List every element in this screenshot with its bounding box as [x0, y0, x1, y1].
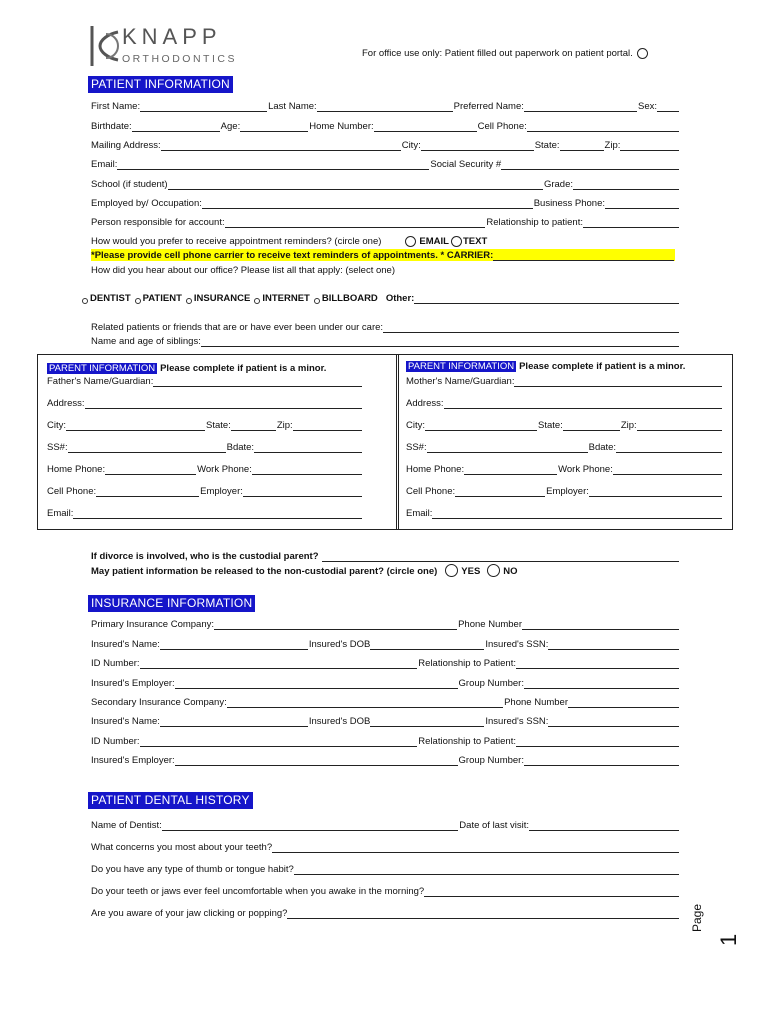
- secondary-insured-dob-label: Insured's DOB: [308, 716, 371, 727]
- state-field[interactable]: [560, 140, 604, 151]
- employed-label: Employed by/ Occupation:: [91, 198, 202, 209]
- source-billboard-label: BILLBOARD: [321, 293, 378, 304]
- mailing-address-field[interactable]: [161, 140, 401, 151]
- mother-email-field[interactable]: [432, 508, 722, 519]
- home-number-label: Home Number:: [309, 121, 374, 132]
- father-bdate-label: Bdate:: [226, 442, 255, 453]
- zip-label: Zip:: [604, 140, 621, 151]
- source-internet-radio[interactable]: [254, 298, 260, 304]
- office-use-radio[interactable]: [637, 48, 648, 59]
- father-cell-row: [47, 485, 363, 497]
- school-label: School (if student): [91, 179, 168, 190]
- first-name-field[interactable]: [140, 101, 267, 112]
- father-employer-label: Employer:: [200, 486, 243, 497]
- mother-state-label: State:: [538, 420, 563, 431]
- father-name-label: Father's Name/Guardian:: [47, 376, 154, 387]
- father-address-label: Address:: [47, 398, 85, 409]
- siblings-label: Name and age of siblings:: [91, 336, 201, 347]
- mother-city-row: [406, 419, 723, 431]
- reminder-email-radio[interactable]: [405, 236, 416, 247]
- father-work-phone-field[interactable]: [252, 464, 362, 475]
- primary-relationship-label: Relationship to Patient:: [418, 658, 516, 669]
- state-label: State:: [534, 140, 560, 151]
- secondary-insured-ssn-label: Insured's SSN:: [485, 716, 549, 727]
- ssn-label: Social Security #: [430, 159, 502, 170]
- birthdate-field[interactable]: [132, 121, 220, 132]
- concerns-field[interactable]: [272, 842, 679, 853]
- release-row: [91, 565, 518, 577]
- father-ss-field[interactable]: [68, 442, 226, 453]
- mother-cell-row: [406, 485, 723, 497]
- concerns-row: [91, 841, 680, 853]
- last-name-field[interactable]: [317, 101, 453, 112]
- relationship-field[interactable]: [583, 217, 679, 228]
- mother-name-label: Mother's Name/Guardian:: [406, 376, 515, 387]
- divorce-question: If divorce is involved, who is the custodial parent?: [91, 551, 319, 562]
- source-insurance-label: INSURANCE: [193, 293, 251, 304]
- home-number-field[interactable]: [374, 121, 477, 132]
- source-dentist-label: DENTIST: [90, 293, 131, 304]
- related-row: [91, 321, 680, 333]
- father-zip-label: Zip:: [276, 420, 293, 431]
- primary-insured-name-field[interactable]: [160, 639, 308, 650]
- birthdate-row: [91, 120, 680, 132]
- secondary-company-row: [91, 696, 680, 708]
- father-name-field[interactable]: [153, 376, 362, 387]
- father-home-phone-label: Home Phone:: [47, 464, 106, 475]
- mother-state-field[interactable]: [563, 420, 620, 431]
- source-other-field[interactable]: [414, 293, 679, 304]
- source-internet-label: INTERNET: [262, 293, 310, 304]
- primary-group-field[interactable]: [524, 678, 679, 689]
- primary-insured-row: [91, 638, 680, 650]
- clicking-label: Are you aware of your jaw clicking or popping?: [91, 908, 288, 919]
- primary-employer-row: [91, 677, 680, 689]
- mother-ss-label: SS#:: [406, 442, 427, 453]
- source-billboard-radio[interactable]: [314, 298, 320, 304]
- father-city-label: City:: [47, 420, 66, 431]
- mother-cell-phone-label: Cell Phone:: [406, 486, 456, 497]
- grade-field[interactable]: [573, 179, 679, 190]
- business-phone-label: Business Phone:: [533, 198, 605, 209]
- carrier-field[interactable]: [493, 250, 674, 261]
- related-field[interactable]: [383, 322, 679, 333]
- source-insurance-radio[interactable]: [186, 298, 192, 304]
- secondary-insured-name-label: Insured's Name:: [91, 716, 160, 727]
- primary-insured-dob-label: Insured's DOB: [308, 639, 371, 650]
- mother-bdate-field[interactable]: [616, 442, 722, 453]
- divorce-field[interactable]: [322, 551, 679, 562]
- zip-field[interactable]: [620, 140, 679, 151]
- father-email-row: [47, 507, 363, 519]
- secondary-company-label: Secondary Insurance Company:: [91, 697, 227, 708]
- dentist-field[interactable]: [162, 820, 459, 831]
- email-field[interactable]: [117, 159, 429, 170]
- concerns-label: What concerns you most about your teeth?: [91, 842, 273, 853]
- name-row: [91, 100, 680, 112]
- secondary-insured-row: [91, 715, 680, 727]
- page-number: 1: [716, 933, 741, 946]
- dental-history-header: PATIENT DENTAL HISTORY: [88, 792, 253, 809]
- primary-id-label: ID Number:: [91, 658, 140, 669]
- father-employer-field[interactable]: [243, 486, 362, 497]
- secondary-relationship-label: Relationship to Patient:: [418, 736, 516, 747]
- logo-sub: ORTHODONTICS: [122, 53, 237, 65]
- father-city-field[interactable]: [66, 420, 205, 431]
- father-city-row: [47, 419, 363, 431]
- mother-header-row: [406, 360, 685, 372]
- primary-employer-label: Insured's Employer:: [91, 678, 175, 689]
- primary-employer-field[interactable]: [175, 678, 458, 689]
- mother-zip-label: Zip:: [620, 420, 637, 431]
- email-label: Email:: [91, 159, 118, 170]
- father-ss-label: SS#:: [47, 442, 68, 453]
- relationship-label: Relationship to patient:: [486, 217, 583, 228]
- employed-field[interactable]: [202, 198, 533, 209]
- father-minor-note: Please complete if patient is a minor.: [160, 363, 327, 374]
- insurance-header: INSURANCE INFORMATION: [88, 595, 255, 612]
- mother-name-field[interactable]: [514, 376, 722, 387]
- father-state-label: State:: [206, 420, 231, 431]
- first-name-label: First Name:: [91, 101, 141, 112]
- reminder-email-label: EMAIL: [419, 236, 449, 247]
- father-cell-phone-label: Cell Phone:: [47, 486, 97, 497]
- sex-field[interactable]: [657, 101, 679, 112]
- father-header-row: [47, 362, 326, 374]
- sex-label: Sex:: [637, 101, 657, 112]
- father-name-row: [47, 375, 363, 387]
- cell-phone-label: Cell Phone:: [477, 121, 527, 132]
- city-label: City:: [401, 140, 421, 151]
- age-field[interactable]: [240, 121, 308, 132]
- mother-city-field[interactable]: [425, 420, 537, 431]
- father-state-field[interactable]: [231, 420, 276, 431]
- sources-row: [80, 292, 680, 304]
- primary-id-row: [91, 657, 680, 669]
- secondary-group-label: Group Number:: [458, 755, 524, 766]
- mother-email-row: [406, 507, 723, 519]
- office-use-row: [362, 47, 651, 59]
- clicking-row: [91, 907, 680, 919]
- father-info-header: PARENT INFORMATION: [49, 363, 156, 374]
- primary-company-row: [91, 618, 680, 630]
- primary-insured-dob-field[interactable]: [370, 639, 484, 650]
- source-patient-radio[interactable]: [135, 298, 141, 304]
- dentist-label: Name of Dentist:: [91, 820, 162, 831]
- mother-employer-label: Employer:: [546, 486, 589, 497]
- reminders-question: How would you prefer to receive appointment reminders? (circle one): [91, 236, 382, 247]
- secondary-employer-row: [91, 754, 680, 766]
- father-home-phone-field[interactable]: [105, 464, 196, 475]
- secondary-insured-dob-field[interactable]: [370, 716, 484, 727]
- habit-label: Do you have any type of thumb or tongue habit?: [91, 864, 294, 875]
- father-cell-phone-field[interactable]: [96, 486, 199, 497]
- habit-field[interactable]: [294, 864, 679, 875]
- mother-address-label: Address:: [406, 398, 444, 409]
- mother-minor-note: Please complete if patient is a minor.: [519, 361, 686, 372]
- last-name-label: Last Name:: [268, 101, 317, 112]
- siblings-row: [91, 335, 680, 347]
- mother-email-label: Email:: [406, 508, 433, 519]
- mother-home-phone-label: Home Phone:: [406, 464, 465, 475]
- secondary-group-field[interactable]: [524, 755, 679, 766]
- source-patient-label: PATIENT: [142, 293, 182, 304]
- business-phone-field[interactable]: [605, 198, 679, 209]
- mother-bdate-label: Bdate:: [588, 442, 617, 453]
- responsible-row: [91, 216, 680, 228]
- logo-mark-icon: [88, 24, 124, 68]
- logo-brand: KNAPP: [122, 24, 222, 49]
- father-address-row: [47, 397, 363, 409]
- secondary-phone-label: Phone Number: [504, 697, 568, 708]
- carrier-note: *Please provide cell phone carrier to receive text reminders of appointments. * CARRIER:: [91, 250, 494, 261]
- mother-phone-row: [406, 463, 723, 475]
- reminders-row: [91, 235, 680, 247]
- mailing-row: [91, 139, 680, 151]
- uncomfortable-row: [91, 885, 680, 897]
- ssn-field[interactable]: [501, 159, 679, 170]
- release-no-radio[interactable]: [487, 564, 500, 577]
- employed-row: [91, 197, 680, 209]
- patient-info-header: PATIENT INFORMATION: [88, 76, 233, 93]
- preferred-name-label: Preferred Name:: [453, 101, 524, 112]
- reminder-text-label: TEXT: [462, 236, 488, 247]
- city-field[interactable]: [421, 140, 534, 151]
- responsible-label: Person responsible for account:: [91, 217, 225, 228]
- school-field[interactable]: [168, 179, 543, 190]
- primary-insured-ssn-field[interactable]: [548, 639, 679, 650]
- primary-id-field[interactable]: [140, 658, 418, 669]
- preferred-name-field[interactable]: [524, 101, 637, 112]
- mother-address-row: [406, 397, 723, 409]
- primary-company-label: Primary Insurance Company:: [91, 619, 215, 630]
- father-email-label: Email:: [47, 508, 74, 519]
- uncomfortable-field[interactable]: [424, 886, 679, 897]
- email-row: [91, 158, 680, 170]
- mother-employer-field[interactable]: [589, 486, 722, 497]
- primary-insured-name-label: Insured's Name:: [91, 639, 160, 650]
- siblings-field[interactable]: [201, 336, 679, 347]
- divorce-row: [91, 550, 680, 562]
- release-yes-radio[interactable]: [445, 564, 458, 577]
- school-row: [91, 178, 680, 190]
- hear-about-row: [91, 264, 395, 276]
- secondary-employer-label: Insured's Employer:: [91, 755, 175, 766]
- reminder-text-radio[interactable]: [451, 236, 462, 247]
- release-yes-label: YES: [461, 566, 481, 577]
- mother-work-phone-label: Work Phone:: [558, 464, 613, 475]
- father-phone-row: [47, 463, 363, 475]
- grade-label: Grade:: [543, 179, 573, 190]
- mother-address-field[interactable]: [444, 398, 723, 409]
- secondary-phone-field[interactable]: [568, 697, 679, 708]
- clicking-field[interactable]: [287, 908, 679, 919]
- mother-home-phone-field[interactable]: [464, 464, 557, 475]
- habit-row: [91, 863, 680, 875]
- mother-cell-phone-field[interactable]: [455, 486, 545, 497]
- mother-name-row: [406, 375, 723, 387]
- mother-zip-field[interactable]: [637, 420, 722, 431]
- mailing-address-label: Mailing Address:: [91, 140, 161, 151]
- last-visit-label: Date of last visit:: [459, 820, 529, 831]
- father-address-field[interactable]: [85, 398, 363, 409]
- source-other-label: Other:: [385, 293, 415, 304]
- dentist-row: [91, 819, 680, 831]
- secondary-id-label: ID Number:: [91, 736, 140, 747]
- father-work-phone-label: Work Phone:: [197, 464, 252, 475]
- source-dentist-radio[interactable]: [82, 298, 88, 304]
- primary-relationship-field[interactable]: [516, 658, 679, 669]
- father-zip-field[interactable]: [293, 420, 362, 431]
- responsible-field[interactable]: [225, 217, 486, 228]
- primary-company-field[interactable]: [214, 619, 457, 630]
- father-ss-row: [47, 441, 363, 453]
- mother-ss-field[interactable]: [427, 442, 588, 453]
- primary-phone-field[interactable]: [522, 619, 679, 630]
- age-label: Age:: [220, 121, 241, 132]
- secondary-id-field[interactable]: [140, 736, 418, 747]
- cell-phone-field[interactable]: [527, 121, 679, 132]
- uncomfortable-label: Do your teeth or jaws ever feel uncomfortable when you awake in the morning?: [91, 886, 425, 897]
- primary-group-label: Group Number:: [458, 678, 524, 689]
- secondary-insured-ssn-field[interactable]: [548, 716, 679, 727]
- mother-work-phone-field[interactable]: [613, 464, 722, 475]
- logo: [88, 24, 237, 72]
- related-label: Related patients or friends that are or have ever been under our care:: [91, 322, 384, 333]
- hear-about-question: How did you hear about our office? Please list all that apply: (select one): [91, 265, 395, 276]
- office-use-note: For office use only: Patient filled out paperwork on patient portal.: [362, 48, 633, 59]
- release-question: May patient information be released to the non-custodial parent? (circle one): [91, 566, 438, 577]
- secondary-company-field[interactable]: [227, 697, 503, 708]
- birthdate-label: Birthdate:: [91, 121, 132, 132]
- mother-city-label: City:: [406, 420, 425, 431]
- page-label: Page: [690, 903, 704, 932]
- father-bdate-field[interactable]: [254, 442, 362, 453]
- carrier-row: [91, 249, 675, 261]
- primary-insured-ssn-label: Insured's SSN:: [485, 639, 549, 650]
- release-no-label: NO: [503, 566, 518, 577]
- secondary-employer-field[interactable]: [175, 755, 458, 766]
- secondary-insured-name-field[interactable]: [160, 716, 308, 727]
- secondary-relationship-field[interactable]: [516, 736, 679, 747]
- secondary-id-row: [91, 735, 680, 747]
- mother-ss-row: [406, 441, 723, 453]
- mother-info-header: PARENT INFORMATION: [408, 361, 515, 372]
- last-visit-field[interactable]: [529, 820, 679, 831]
- father-email-field[interactable]: [73, 508, 362, 519]
- primary-phone-label: Phone Number: [458, 619, 522, 630]
